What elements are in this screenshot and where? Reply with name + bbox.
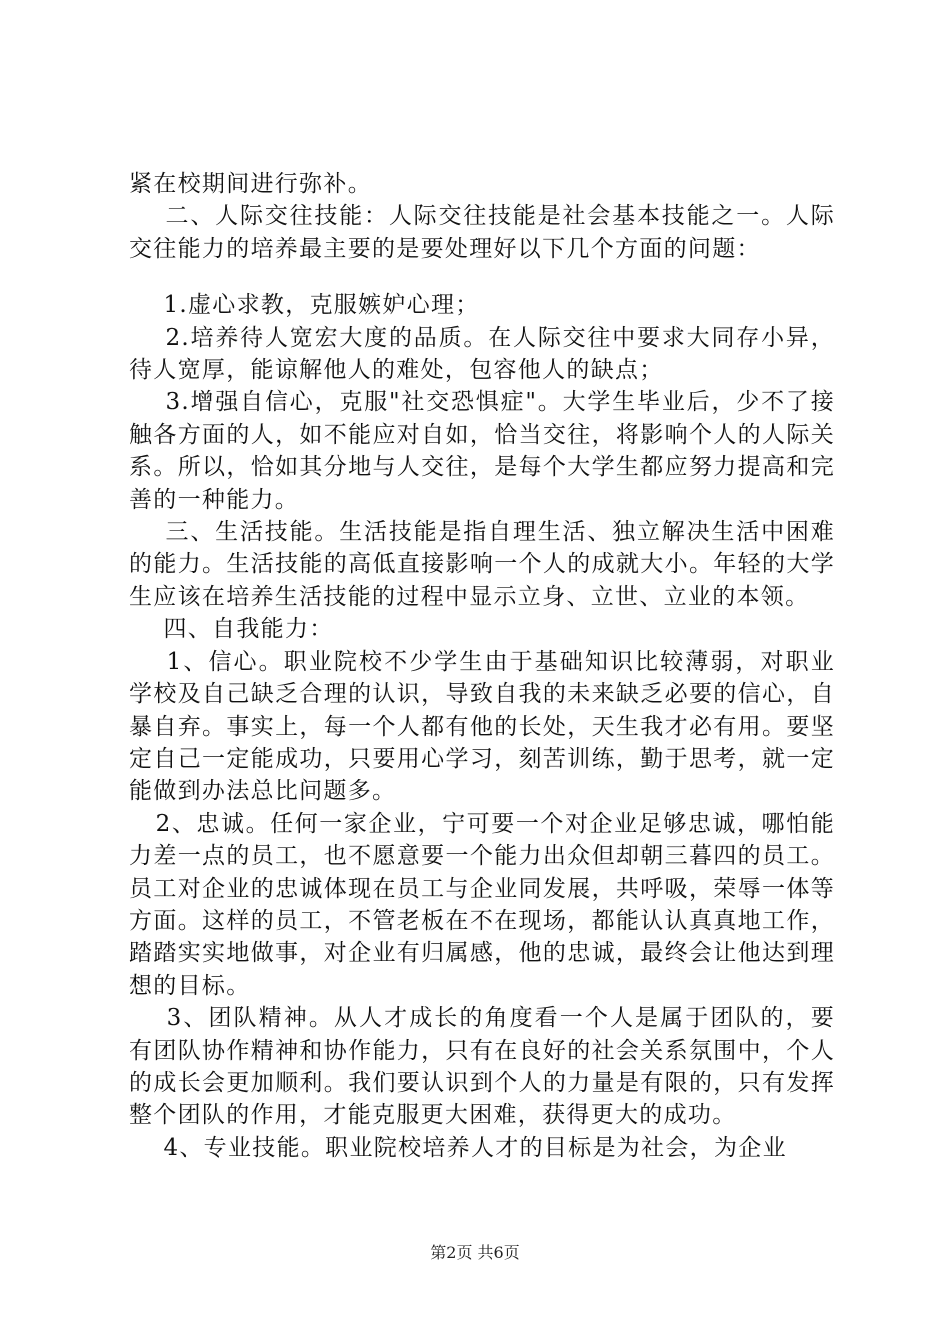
paragraph-teamwork: 3、团队精神。从人才成长的角度看一个人是属于团队的，要有团队协作精神和协作能力，只有在良好的社会关系氛围中，个人的成长会更加顺利。我们要认识到个人的力量是有限的，只有发挥整个团队的作用，才能克服更大困难，获得更大的成功。 [129,1005,835,1129]
paragraph-item-2: 2.培养待人宽宏大度的品质。在人际交往中要求大同存小异，待人宽厚，能谅解他人的难处，包容他人的缺点； [129,324,835,384]
paragraph-item-3: 3.增强自信心，克服"社交恐惧症"。大学生毕业后，少不了接触各方面的人，如不能应对自如，恰当交往，将影响个人的人际关系。所以，恰如其分地与人交往，是每个大学生都应努力提高和完善的一种能力。 [129,389,835,513]
paragraph-item-1: 1.虚心求教，克服嫉妒心理； [129,292,480,319]
page-number-footer: 第2页 共6页 [430,1243,520,1262]
document-body [129,168,835,1164]
paragraph-self-ability-heading: 四、自我能力： [129,616,334,643]
paragraph-life-skills: 三、生活技能。生活技能是指自理生活、独立解决生活中困难的能力。生活技能的高低直接影响一个人的成就大小。年轻的大学生应该在培养生活技能的过程中显示立身、立世、立业的本领。 [129,519,835,610]
paragraph-loyalty: 2、忠诚。任何一家企业，宁可要一个对企业足够忠诚，哪怕能力差一点的员工，也不愿意要一个能力出众但却朝三暮四的员工。员工对企业的忠诚体现在员工与企业同发展，共呼吸，荣辱一体等方面。这样的员工，不管老板在不在现场，都能认认真真地工作，踏踏实实地做事，对企业有归属感，他的忠诚，最终会让他达到理想的目标。 [129,810,835,999]
paragraph-spacer [129,265,835,289]
paragraph-interpersonal-skills: 二、人际交往技能：人际交往技能是社会基本技能之一。人际交往能力的培养最主要的是要处理好以下几个方面的问题： [129,203,835,262]
paragraph-confidence: 1、信心。职业院校不少学生由于基础知识比较薄弱，对职业学校及自己缺乏合理的认识，导致自我的未来缺乏必要的信心，自暴自弃。事实上，每一个人都有他的长处，天生我才必有用。要坚定自己一定能成功，只要用心学习，刻苦训练，勤于思考，就一定能做到办法总比问题多。 [129,648,835,805]
paragraph-continuation: 紧在校期间进行弥补。 [129,171,372,197]
paragraph-professional-skills: 4、专业技能。职业院校培养人才的目标是为社会，为企业 [129,1134,787,1161]
